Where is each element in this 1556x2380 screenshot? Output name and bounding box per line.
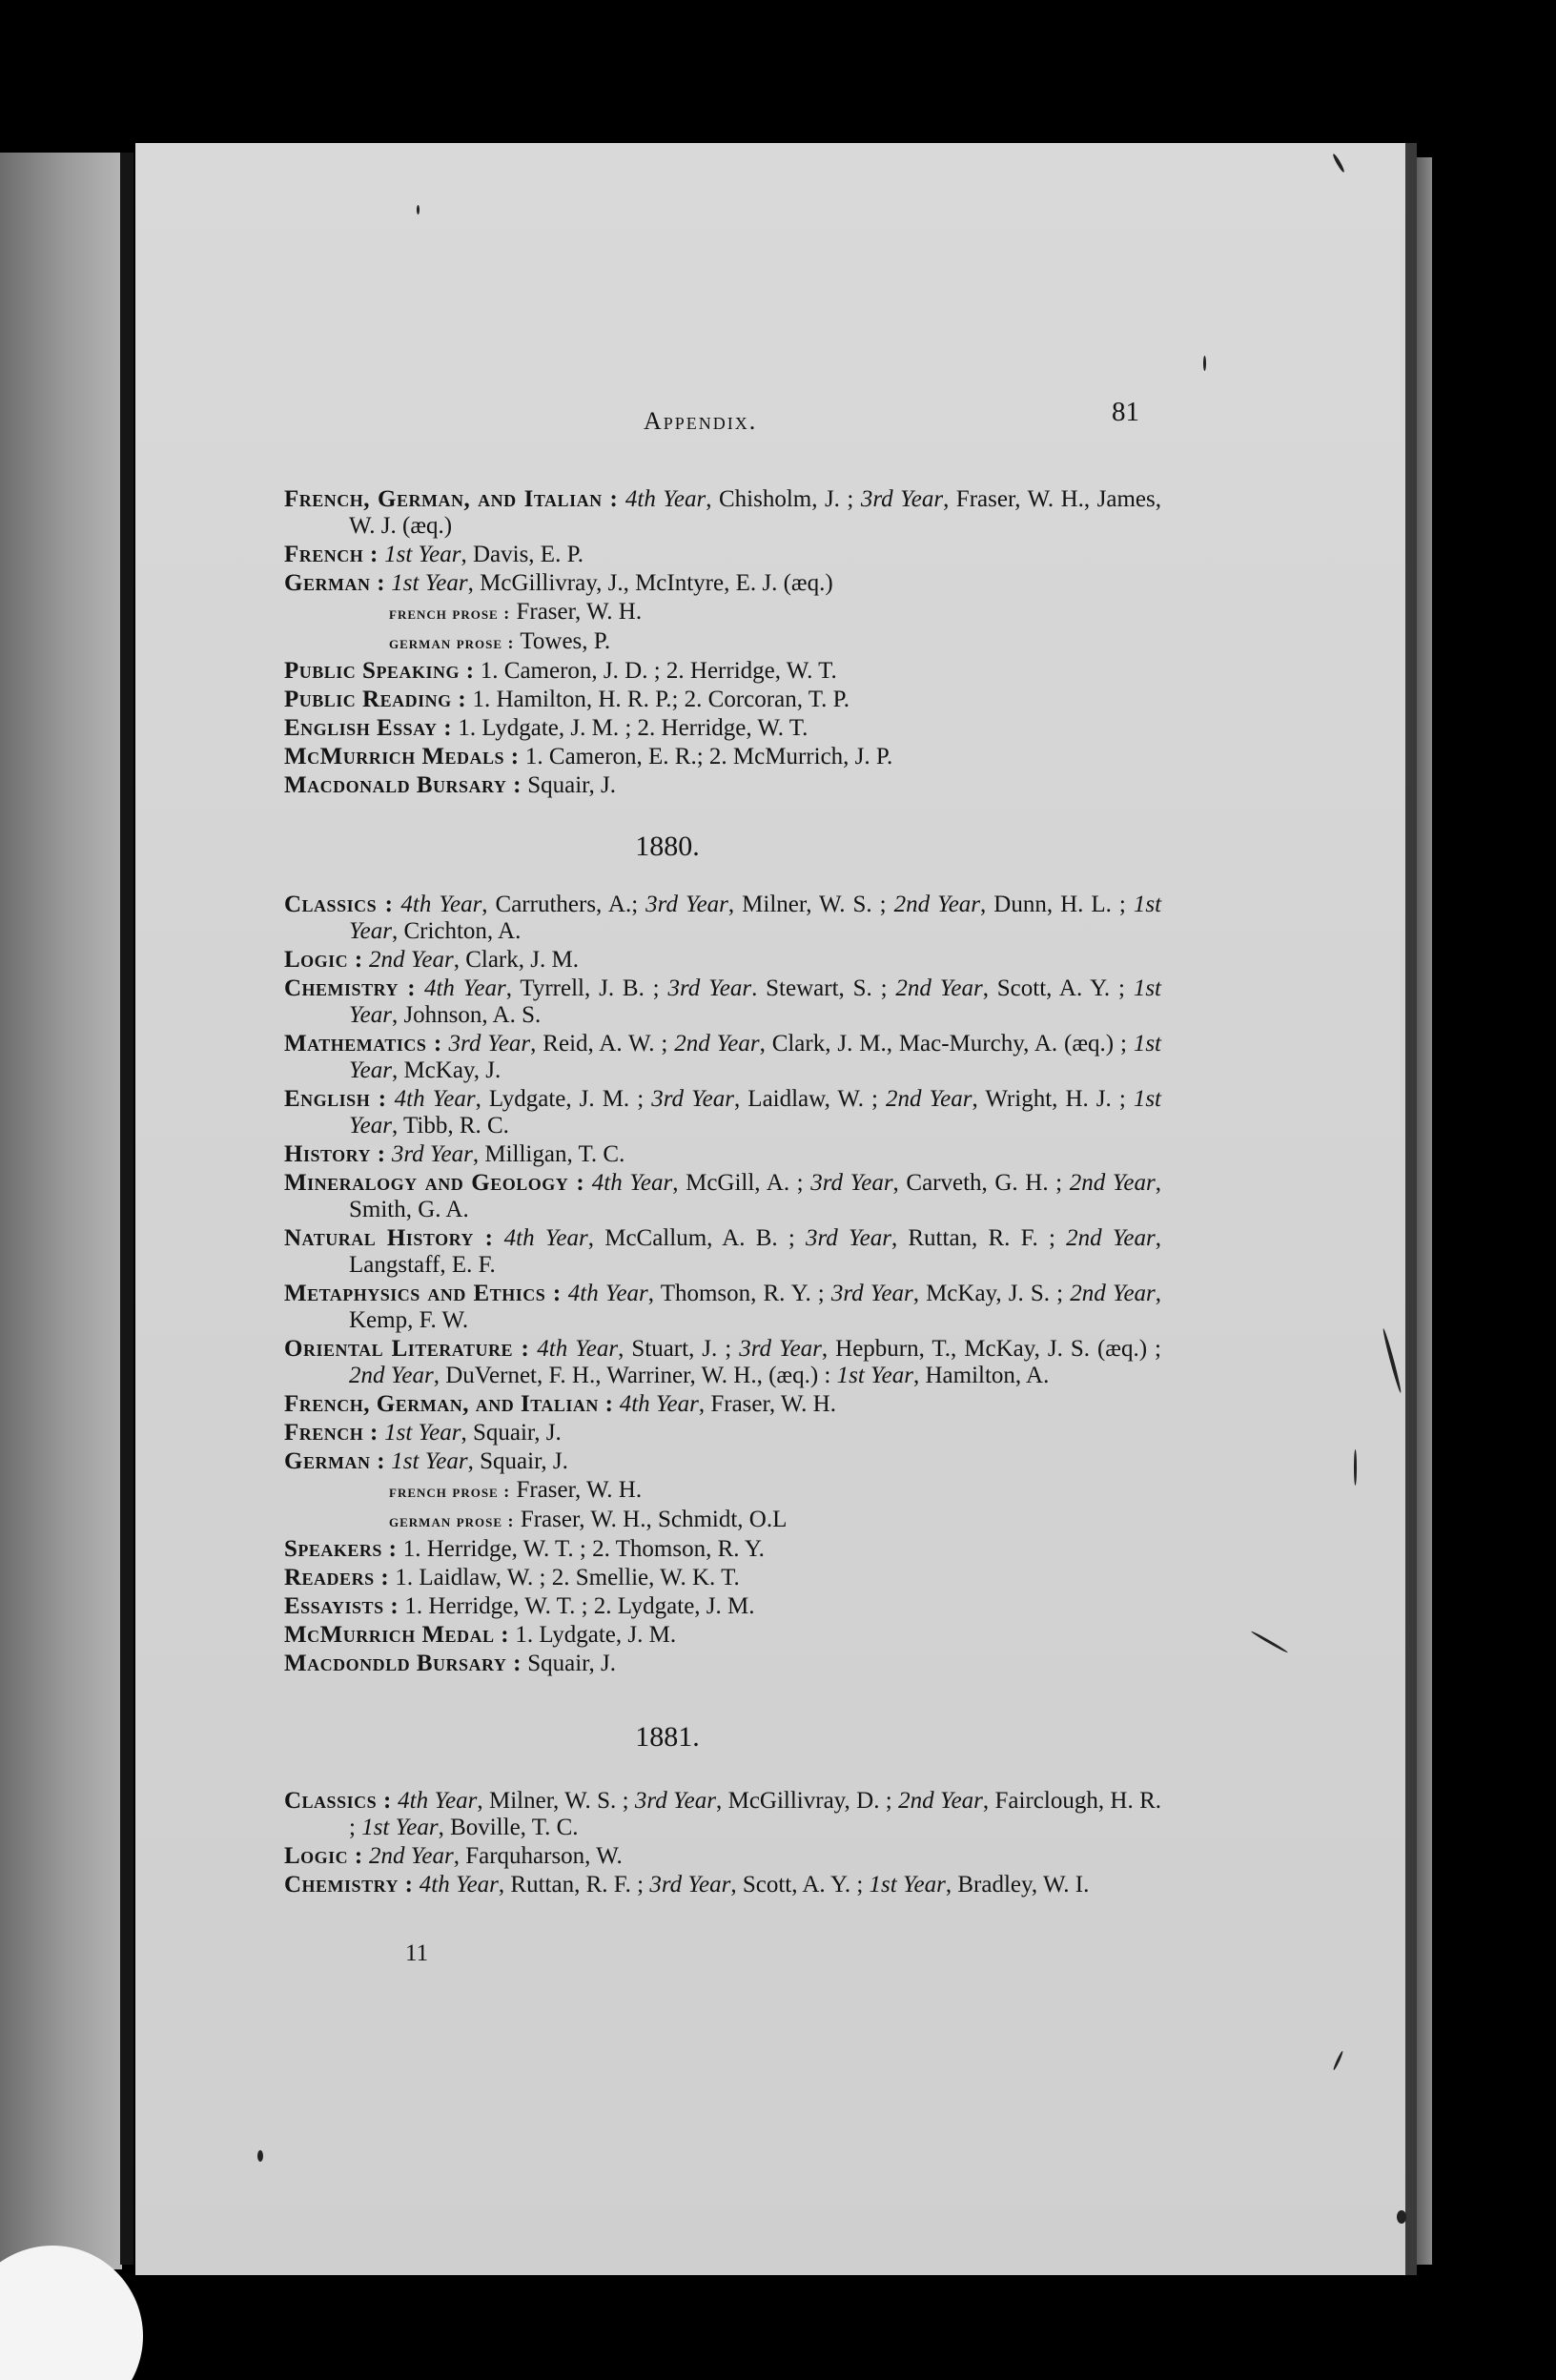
prize-winners: 1st Year, Davis, E. P. <box>384 542 584 567</box>
prize-winners: Towes, P. <box>514 628 611 654</box>
honour-entry <box>284 1448 1161 1475</box>
honour-entry <box>284 1622 1161 1649</box>
year-heading-1881: 1881. <box>635 1721 700 1753</box>
prize-winners: 4th Year, McCallum, A. B. ; 3rd Year, Ruttan, R. F. ; 2nd Year, Langstaff, E. F. <box>349 1225 1162 1278</box>
prize-winners: 3rd Year, Milligan, T. C. <box>391 1141 625 1167</box>
scan-mark <box>1203 356 1206 371</box>
subject-heading: french prose : <box>389 604 511 623</box>
honour-entry <box>284 687 1161 713</box>
honour-entry <box>284 1225 1161 1279</box>
gutter-shadow <box>120 153 133 2265</box>
prize-winners: 2nd Year, Clark, J. M. <box>369 947 579 973</box>
prize-winners: 1. Laidlaw, W. ; 2. Smellie, W. K. T. <box>389 1565 740 1590</box>
prize-winners: 4th Year, Carruthers, A.; 3rd Year, Milner, W. S. ; 2nd Year, Dunn, H. L. ; 1st Year, Crichton, A. <box>349 892 1162 944</box>
honour-entry <box>284 486 1161 540</box>
prize-winners: 1st Year, McGillivray, J., McIntyre, E. J. (æq.) <box>391 570 833 596</box>
honour-entry <box>284 570 1161 597</box>
page-edge-shadow <box>1405 143 1417 2275</box>
honour-entry <box>284 599 1161 626</box>
honour-entry <box>284 1872 1161 1898</box>
page-number: 81 <box>1112 397 1139 427</box>
honour-entry <box>284 892 1161 945</box>
prize-winners: 4th Year, Lydgate, J. M. ; 3rd Year, Laidlaw, W. ; 2nd Year, Wright, H. J. ; 1st Year, Tibb, R. C. <box>349 1086 1161 1139</box>
prize-winners: 4th Year, Ruttan, R. F. ; 3rd Year, Scott, A. Y. ; 1st Year, Bradley, W. I. <box>419 1872 1090 1898</box>
honour-entry <box>284 1336 1161 1389</box>
subject-heading: Chemistry : <box>284 1872 414 1898</box>
subject-heading: French : <box>284 542 379 567</box>
honour-entry <box>284 1391 1161 1418</box>
subject-heading: French, German, and Italian : <box>284 486 619 512</box>
subject-heading: French : <box>284 1420 379 1446</box>
prize-winners: 4th Year, McGill, A. ; 3rd Year, Carveth, G. H. ; 2nd Year, Smith, G. A. <box>349 1170 1161 1222</box>
prize-winners: Fraser, W. H., Schmidt, O.L <box>514 1507 788 1532</box>
honour-entry <box>284 1843 1161 1870</box>
prize-winners: 1st Year, Squair, J. <box>384 1420 562 1446</box>
honour-entry <box>284 628 1161 656</box>
prize-winners: 1. Herridge, W. T. ; 2. Thomson, R. Y. <box>397 1536 765 1562</box>
entries-1881 <box>284 1788 1161 1900</box>
honour-entry <box>284 1170 1161 1223</box>
honour-entry <box>284 1651 1161 1677</box>
subject-heading: English : <box>284 1086 387 1112</box>
honour-entry <box>284 1281 1161 1334</box>
honour-entry <box>284 1420 1161 1446</box>
prize-winners: 4th Year, Milner, W. S. ; 3rd Year, McGillivray, D. ; 2nd Year, Fairclough, H. R. ; 1st Year, Boville, T. C. <box>349 1788 1162 1840</box>
honour-entry <box>284 947 1161 974</box>
scan-mark <box>417 205 420 215</box>
prize-winners: 1. Lydgate, J. M. ; 2. Herridge, W. T. <box>452 715 809 741</box>
subject-heading: Public Speaking : <box>284 658 475 684</box>
honour-entry <box>284 658 1161 685</box>
prize-winners: 4th Year, Fraser, W. H. <box>619 1391 836 1417</box>
subject-heading: Mathematics : <box>284 1031 442 1057</box>
subject-heading: Logic : <box>284 1843 363 1869</box>
honour-entry <box>284 1536 1161 1563</box>
honour-entry <box>284 772 1161 799</box>
honour-entry <box>284 1565 1161 1591</box>
prize-winners: 4th Year, Tyrrell, J. B. ; 3rd Year. Stewart, S. ; 2nd Year, Scott, A. Y. ; 1st Year, Johnson, A. S. <box>349 975 1162 1028</box>
prize-winners: Fraser, W. H. <box>510 1477 643 1503</box>
honour-entry <box>284 1593 1161 1620</box>
signature-mark: 11 <box>405 1940 429 1966</box>
subject-heading: Oriental Literature : <box>284 1336 530 1362</box>
subject-heading: McMurrich Medals : <box>284 744 520 769</box>
subject-heading: McMurrich Medal : <box>284 1622 510 1648</box>
subject-heading: Macdondld Bursary : <box>284 1651 522 1676</box>
honour-entry <box>284 975 1161 1029</box>
prize-winners: 2nd Year, Farquharson, W. <box>369 1843 623 1869</box>
honour-entry <box>284 1086 1161 1139</box>
scan-mark <box>1397 2210 1406 2224</box>
honour-entry <box>284 1141 1161 1168</box>
scan-mark <box>257 2150 263 2162</box>
subject-heading: Mineralogy and Geology : <box>284 1170 585 1196</box>
prize-winners: 1. Lydgate, J. M. <box>509 1622 677 1648</box>
subject-heading: Essayists : <box>284 1593 399 1619</box>
honour-entry <box>284 1031 1161 1084</box>
subject-heading: Readers : <box>284 1565 390 1590</box>
page-stack-edge <box>1417 157 1432 2265</box>
honour-entry <box>284 715 1161 742</box>
subject-heading: Public Reading : <box>284 687 467 712</box>
subject-heading: Logic : <box>284 947 363 973</box>
prize-winners: 1. Hamilton, H. R. P.; 2. Corcoran, T. P. <box>466 687 850 712</box>
honour-entry <box>284 1788 1161 1841</box>
prize-winners: 1. Cameron, J. D. ; 2. Herridge, W. T. <box>474 658 837 684</box>
prize-winners: 4th Year, Chisholm, J. ; 3rd Year, Fraser, W. H., James, W. J. (æq.) <box>349 486 1161 539</box>
subject-heading: History : <box>284 1141 386 1167</box>
entries-1880 <box>284 892 1161 1679</box>
subject-heading: Metaphysics and Ethics : <box>284 1281 562 1306</box>
prize-winners: 1st Year, Squair, J. <box>391 1448 568 1474</box>
subject-heading: Natural History : <box>284 1225 494 1251</box>
subject-heading: Chemistry : <box>284 975 417 1001</box>
subject-heading: Classics : <box>284 892 394 917</box>
prize-winners: 1. Herridge, W. T. ; 2. Lydgate, J. M. <box>399 1593 755 1619</box>
prize-winners: Squair, J. <box>521 1651 616 1676</box>
subject-heading: German : <box>284 570 386 596</box>
prize-winners: 4th Year, Thomson, R. Y. ; 3rd Year, McKay, J. S. ; 2nd Year, Kemp, F. W. <box>349 1281 1162 1333</box>
honour-entry <box>284 1477 1161 1505</box>
year-heading-1880: 1880. <box>635 831 700 862</box>
subject-heading: French, German, and Italian : <box>284 1391 614 1417</box>
prize-winners: Fraser, W. H. <box>510 599 643 625</box>
facing-page-edge <box>0 153 122 2269</box>
subject-heading: german prose : <box>389 1511 515 1530</box>
prize-winners: 1. Cameron, E. R.; 2. McMurrich, J. P. <box>519 744 893 769</box>
honour-entry <box>284 1507 1161 1534</box>
running-head: Appendix. <box>644 407 758 435</box>
subject-heading: German : <box>284 1448 386 1474</box>
prize-winners: 3rd Year, Reid, A. W. ; 2nd Year, Clark, J. M., Mac-Murchy, A. (æq.) ; 1st Year, McKay, J. <box>349 1031 1161 1083</box>
subject-heading: french prose : <box>389 1482 511 1501</box>
scan-mark <box>1354 1449 1357 1486</box>
honour-entry <box>284 744 1161 770</box>
subject-heading: Classics : <box>284 1788 392 1814</box>
continued-entries <box>284 486 1161 801</box>
subject-heading: Macdonald Bursary : <box>284 772 522 798</box>
subject-heading: german prose : <box>389 633 515 652</box>
prize-winners: 4th Year, Stuart, J. ; 3rd Year, Hepburn, T., McKay, J. S. (æq.) ; 2nd Year, DuVernet, F. H., Warriner, W. H., (æq.) : 1st Year, Hamilton, A. <box>349 1336 1161 1388</box>
prize-winners: Squair, J. <box>521 772 616 798</box>
subject-heading: English Essay : <box>284 715 453 741</box>
subject-heading: Speakers : <box>284 1536 398 1562</box>
honour-entry <box>284 542 1161 568</box>
